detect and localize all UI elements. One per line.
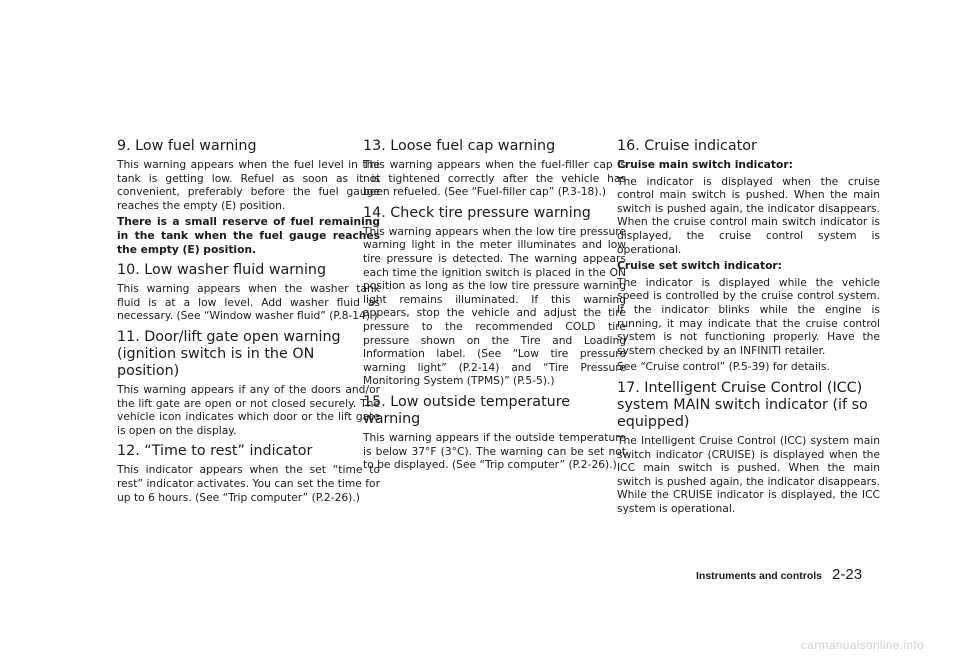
column-1	[117, 138, 380, 507]
body-paragraph: This warning appears when the fuel level in the tank is getting low. Refuel as soon as it is convenient, preferably before the fuel gauge reaches the empty (E) position.	[117, 158, 380, 212]
body-paragraph: This warning appears if the outside temperature is below 37°F (3°C). The warning can be set not to be displayed. (See “Trip computer” (P.2-26).)	[363, 430, 626, 472]
body-paragraph: The indicator is displayed while the vehicle speed is controlled by the cruise control system. If the indicator blinks while the engine is running, it may indicate that the cruise control system is not functioning properly. Have the system checked by an INFINITI retailer.	[617, 275, 880, 357]
page-footer	[696, 566, 862, 583]
section-heading: 16. Cruise indicator	[617, 138, 757, 154]
body-paragraph: This indicator appears when the set “time to rest” indicator activates. You can set the time for up to 6 hours. (See “Trip computer” (P.2-26).)	[117, 463, 380, 504]
section-heading: 14. Check tire pressure warning	[363, 204, 591, 221]
bold-note: Cruise main switch indicator:	[617, 158, 793, 171]
section-heading: 17. Intelligent Cruise Control (ICC) system MAIN switch indicator (if so equipped)	[617, 379, 868, 430]
body-paragraph: The indicator is displayed when the cruise control main switch is pushed. When the main switch is pushed again, the indicator disappears. When the cruise control main switch indicator is displayed, the cruise control system is operational.	[617, 174, 880, 256]
body-paragraph: This warning appears if any of the doors and/or the lift gate are open or not closed securely. The vehicle icon indicates which door or the lift gate is open on the display.	[117, 382, 380, 437]
column-2	[363, 138, 626, 475]
bold-note: Cruise set switch indicator:	[617, 259, 782, 273]
section-heading: 11. Door/lift gate open warning (ignition switch is in the ON position)	[117, 328, 341, 379]
column-3	[617, 138, 880, 518]
body-paragraph: This warning appears when the washer tank fluid is at a low level. Add washer fluid as necessary. (See “Window washer fluid” (P.8-14).)	[117, 282, 380, 323]
section-heading: 13. Loose fuel cap warning	[363, 138, 556, 154]
bold-note: There is a small reserve of fuel remaining in the tank when the fuel gauge reaches the empty (E) position.	[117, 215, 380, 256]
section-heading: 12. “Time to rest” indicator	[117, 443, 313, 460]
page-number: 2-23	[832, 566, 863, 583]
watermark: carmanualsonline.info	[800, 638, 924, 652]
body-paragraph: This warning appears when the fuel-filler cap is not tightened correctly after the vehicle has been refueled. (See “Fuel-filler cap” (P.3-18).)	[363, 158, 626, 199]
section-heading: 15. Low outside temperature warning	[363, 393, 571, 427]
footer-section-title: Instruments and controls	[696, 570, 823, 582]
body-paragraph: See “Cruise control” (P.5-39) for details.	[617, 360, 830, 374]
section-heading: 9. Low fuel warning	[117, 138, 257, 154]
body-paragraph: This warning appears when the low tire pressure warning light in the meter illuminates and low tire pressure is detected. The warning appears each time the ignition switch is placed in the ON position as long as the low tire pressure warning light remains illuminated. If this warning appears, stop the vehicle and adjust the tire pressure to the recommended COLD tire pressure shown on the Tire and Loading Information label. (See “Low tire pressure warning light” (P.2-14) and “Tire Pressure Monitoring System (TPMS)” (P.5-5).)	[363, 224, 626, 388]
body-paragraph: The Intelligent Cruise Control (ICC) system main switch indicator (CRUISE) is displayed when the ICC main switch is pushed. When the main switch is pushed again, the indicator disappears. While the CRUISE indicator is displayed, the ICC system is operational.	[617, 433, 880, 515]
section-heading: 10. Low washer fluid warning	[117, 262, 327, 279]
